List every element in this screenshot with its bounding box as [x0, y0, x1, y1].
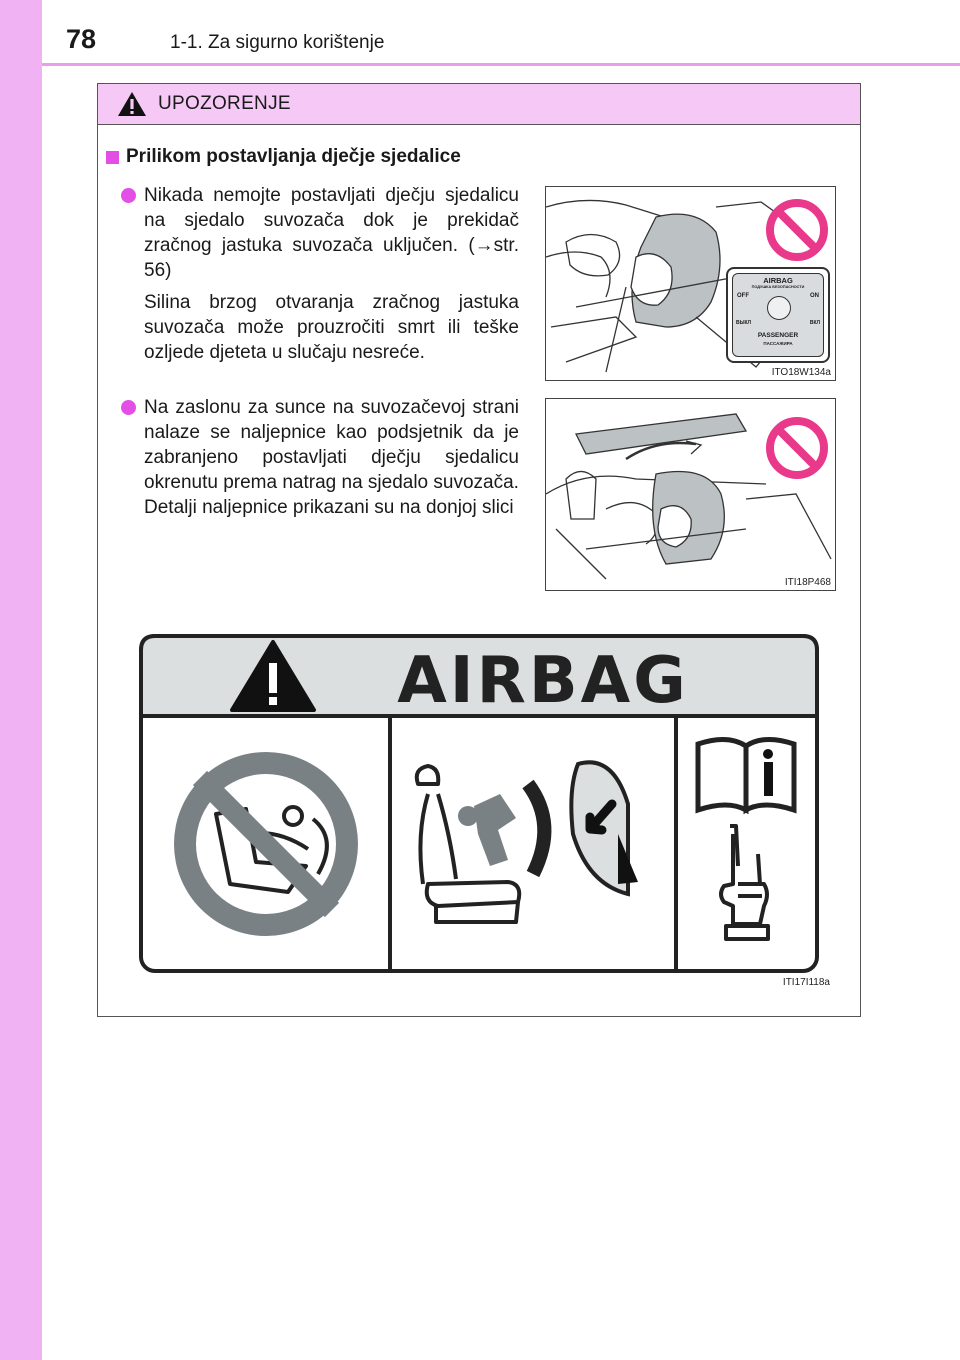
chapter-color-strip — [0, 0, 42, 1360]
bullet-item-1 — [144, 183, 519, 283]
prohibition-icon — [764, 197, 830, 263]
panel-subtitle: ПОДУШКА БЕЗОПАСНОСТИ — [751, 285, 805, 289]
airbag-switch-inner — [732, 273, 824, 357]
square-bullet-icon — [106, 151, 119, 164]
bullet-1-text: Nikada nemojte postavljati dječju sjedalicu na sjedalo suvozača dok je prekidač zračnog jastuka suvozača uključen. (→str. 56) — [144, 185, 519, 281]
section-title: 1-1. Za sigurno korištenje — [170, 32, 385, 53]
bullet-2-note: Detalji naljepnice prikazani su na donjoj slici — [144, 497, 514, 518]
manual-info-icon — [698, 739, 794, 810]
bullet-1-note: Silina brzog otvaranja zračnog jastuka suvozača može prouzročiti smrt ili teške ozljede djeteta u slučaju nesreće. — [144, 292, 519, 363]
figure-child-seat-airbag-panel — [545, 186, 836, 381]
figure-sun-visor-label — [545, 398, 836, 591]
figure-code: ITI17I118a — [782, 977, 830, 988]
warning-triangle-icon — [116, 90, 148, 118]
bullet-item-2 — [144, 395, 519, 520]
panel-passenger-ru: ПАССАЖИРА — [763, 341, 793, 346]
airbag-label-graphic — [138, 634, 820, 974]
panel-off-ru: ВЫКЛ — [736, 320, 752, 326]
warning-header — [98, 84, 860, 125]
page-number: 78 — [66, 24, 97, 54]
panel-passenger-label: PASSENGER — [757, 332, 799, 339]
panel-on-label: ON — [810, 293, 819, 299]
warning-subheading-text: Prilikom postavljanja dječje sjedalice — [126, 146, 461, 167]
panel-title: AIRBAG — [763, 276, 793, 285]
round-bullet-icon — [121, 400, 136, 415]
warning-label: UPOZORENJE — [158, 93, 291, 114]
panel-on-ru: ВКЛ — [809, 320, 820, 326]
prohibition-icon — [764, 415, 830, 481]
warning-subheading — [106, 146, 461, 168]
header-rule — [42, 63, 960, 66]
bullet-2-text: Na zaslonu za sunce na suvozačevoj strani nalaze se naljepnice kao podsjetnik da je zabranjeno postavljati dječju sjedalicu okrenutu prema natrag na sjedalo suvozača. — [144, 397, 519, 493]
airbag-switch-knob — [767, 296, 791, 320]
airbag-label-word: AIRBAG — [397, 644, 689, 718]
airbag-switch-panel — [726, 267, 830, 363]
round-bullet-icon — [121, 188, 136, 203]
figure-code: ITO18W134a — [771, 367, 831, 378]
airbag-warning-label — [138, 634, 820, 974]
warning-box — [97, 83, 861, 1017]
no-child-seat-icon — [174, 752, 358, 936]
panel-off-label: OFF — [737, 293, 749, 299]
figure-code: ITI18P468 — [784, 577, 831, 588]
